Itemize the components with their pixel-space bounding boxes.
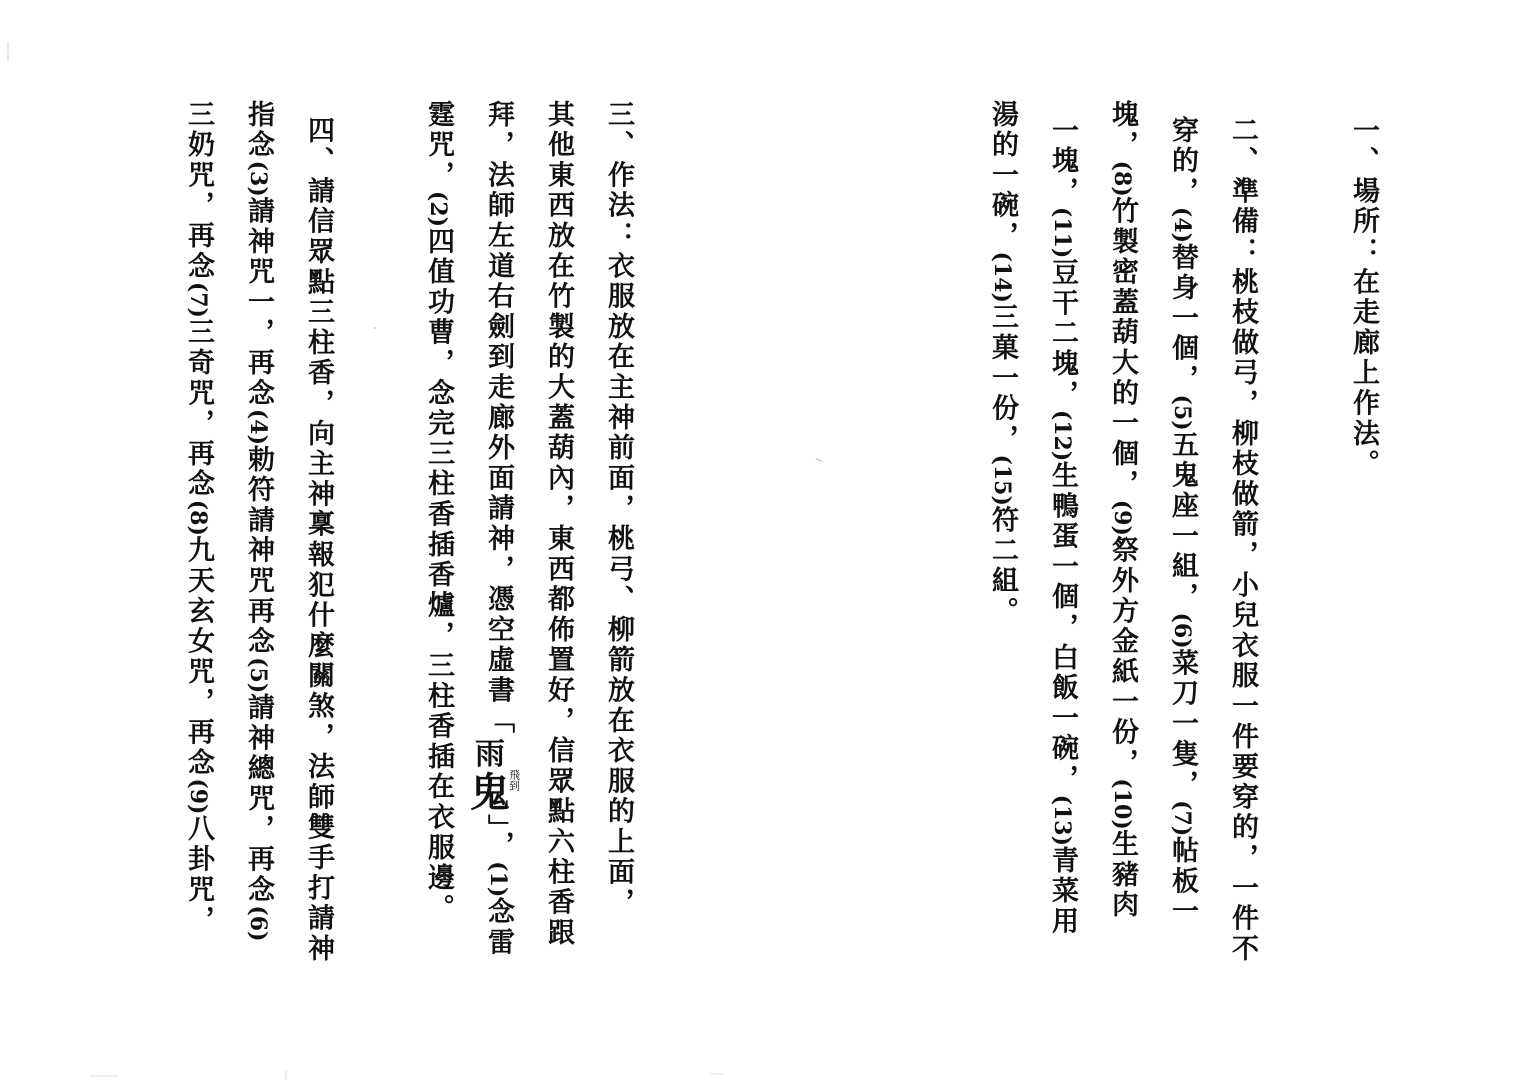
text-column-1: 一、場所：在走廊上作法。: [1348, 116, 1379, 480]
item-number: (6): [245, 905, 271, 942]
text-column-9b: 」，(1)念雷: [483, 814, 514, 958]
text-column-11: 四、請信眾點三柱香，向主神稟報犯什麼關煞，法師雙手打請神: [303, 116, 334, 965]
item-number: (13): [1049, 794, 1075, 847]
item-number: (8): [185, 499, 211, 536]
item-number: (2): [425, 190, 451, 228]
text-column-8: 其他東西放在竹製的大蓋葫內，東西都佈置好，信眾點六柱香跟: [543, 100, 574, 949]
text-column-13: 三奶咒，再念(7)三奇咒，再念(8)九天玄女咒，再念(9)八卦咒，: [183, 100, 214, 936]
item-number: (5): [245, 657, 271, 694]
text-column-7: 三、作法：衣服放在主神前面，桃弓、柳箭放在衣服的上面，: [603, 100, 634, 919]
text-column-5: 一塊，(11)豆干二塊，(12)生鴨蛋一個，白飯一碗，(13)青菜用: [1047, 116, 1078, 937]
item-number: (6): [1169, 612, 1195, 649]
item-number: (3): [245, 160, 271, 197]
item-number: (4): [245, 408, 271, 445]
text-column-3: 穿的，(4)替身一個，(5)五鬼座一組，(6)菜刀一隻，(7)帖板一: [1167, 116, 1198, 928]
item-number: (9): [185, 778, 211, 815]
item-number: (15): [989, 454, 1015, 506]
item-number: (4): [1169, 206, 1195, 244]
item-number: (8): [1109, 160, 1135, 197]
text-column-10: 霆咒，(2)四值功曹，念完三柱香插香爐，三柱香插在衣服邊。: [423, 100, 454, 924]
item-number: (9): [1109, 499, 1135, 536]
text-column-9a: 拜，法師左道右劍到走廊外面請神，憑空虛書「: [483, 100, 514, 737]
item-number: (10): [1109, 778, 1135, 830]
item-number: (12): [1049, 409, 1075, 462]
item-number: (7): [1169, 800, 1195, 837]
item-number: (1): [485, 861, 511, 898]
item-number: (5): [1169, 394, 1195, 431]
svg-text:雨: 雨: [475, 737, 505, 772]
text-column-12: 指念(3)請神咒一，再念(4)勅符請神咒再念(5)請神總咒，再念(6): [243, 100, 274, 942]
text-column-4: 塊，(8)竹製密蓋葫大的一個，(9)祭外方金紙一份，(10)生豬肉: [1107, 100, 1138, 921]
item-number: (11): [1049, 206, 1075, 259]
item-number: (14): [989, 251, 1015, 303]
item-number: (7): [185, 281, 211, 318]
text-column-2: 二、準備：桃枝做弓，柳枝做箭，小兒衣服一件要穿的，一件不: [1227, 116, 1258, 965]
svg-text:飛到: 飛到: [507, 769, 521, 791]
text-column-6: 湯的一碗，(14)三菓一份，(15)符二組。: [987, 100, 1018, 628]
svg-text:鬼: 鬼: [470, 769, 510, 814]
